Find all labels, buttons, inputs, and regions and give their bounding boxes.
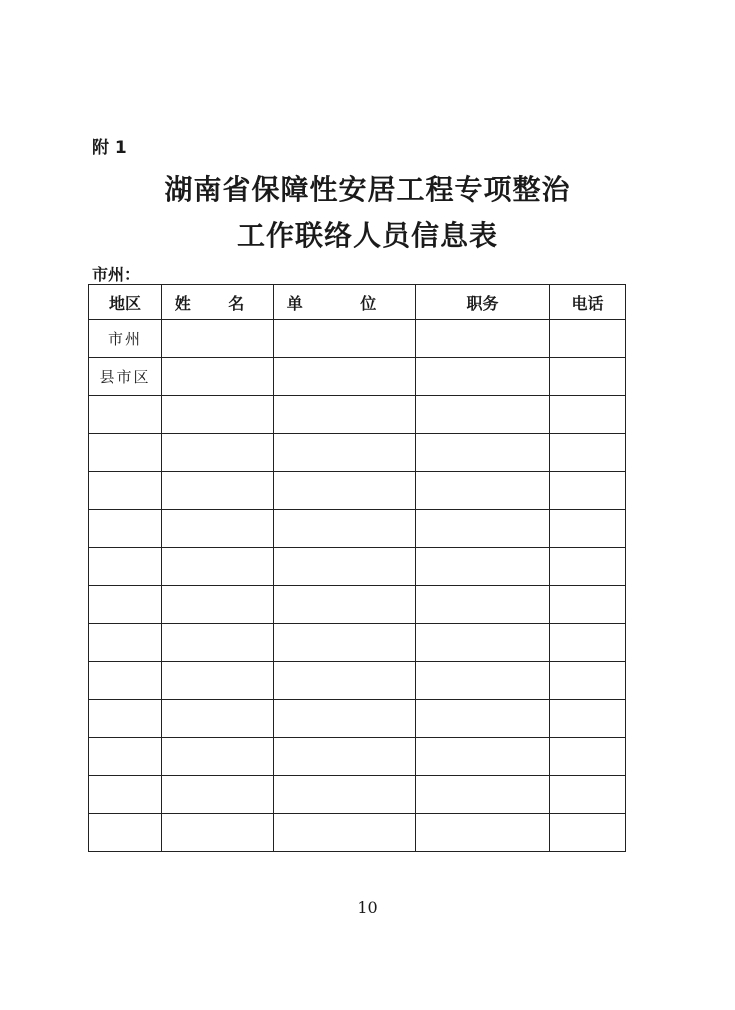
header-phone: 电话 [550,285,626,320]
cell-position[interactable] [416,738,550,776]
cell-phone[interactable] [550,814,626,852]
cell-region[interactable] [89,548,162,586]
document-title-line-2: 工作联络人员信息表 [236,219,498,252]
table-row [89,700,626,738]
cell-phone[interactable] [550,624,626,662]
cell-position[interactable] [416,776,550,814]
cell-unit[interactable] [274,472,416,510]
cell-unit[interactable] [274,624,416,662]
table-row [89,510,626,548]
cell-unit[interactable] [274,510,416,548]
table-body [89,320,626,852]
page-number: 10 [357,898,378,917]
table-row [89,814,626,852]
cell-phone[interactable] [550,320,626,358]
cell-position[interactable] [416,700,550,738]
cell-phone[interactable] [550,586,626,624]
cell-phone[interactable] [550,662,626,700]
cell-position[interactable] [416,472,550,510]
table-row [89,434,626,472]
cell-unit[interactable] [274,738,416,776]
cell-name[interactable] [162,396,274,434]
table-row [89,776,626,814]
cell-phone[interactable] [550,738,626,776]
cell-unit[interactable] [274,548,416,586]
cell-unit[interactable] [274,320,416,358]
cell-region[interactable] [89,662,162,700]
cell-position[interactable] [416,814,550,852]
cell-name[interactable] [162,700,274,738]
table-row [89,624,626,662]
cell-name[interactable] [162,776,274,814]
cell-region[interactable] [89,700,162,738]
cell-position[interactable] [416,548,550,586]
cell-region[interactable] [89,434,162,472]
cell-name[interactable] [162,358,274,396]
cell-position[interactable] [416,662,550,700]
header-name: 姓 名 [162,285,274,320]
cell-name[interactable] [162,662,274,700]
cell-name[interactable] [162,738,274,776]
table-row [89,586,626,624]
cell-position[interactable] [416,434,550,472]
cell-region[interactable] [89,814,162,852]
cell-unit[interactable] [274,776,416,814]
cell-region[interactable] [89,586,162,624]
cell-name[interactable] [162,814,274,852]
annex-label: 附 1 [92,138,127,158]
cell-name[interactable] [162,320,274,358]
cell-region[interactable] [89,776,162,814]
cell-phone[interactable] [550,700,626,738]
cell-unit[interactable] [274,662,416,700]
cell-name[interactable] [162,472,274,510]
header-unit: 单 位 [274,285,416,320]
cell-unit[interactable] [274,814,416,852]
cell-phone[interactable] [550,434,626,472]
table-row [89,358,626,396]
header-position: 职务 [416,285,550,320]
cell-region[interactable]: 县市区 [89,358,162,396]
cell-region[interactable] [89,472,162,510]
cell-unit[interactable] [274,586,416,624]
table-header-row [89,285,626,320]
cell-position[interactable] [416,510,550,548]
cell-region[interactable] [89,510,162,548]
document-title-line-1: 湖南省保障性安居工程专项整治 [164,173,571,206]
cell-name[interactable] [162,510,274,548]
cell-name[interactable] [162,548,274,586]
header-region: 地区 [89,285,162,320]
contact-info-table [88,284,626,852]
cell-region[interactable]: 市州 [89,320,162,358]
cell-phone[interactable] [550,472,626,510]
table-row [89,662,626,700]
cell-region[interactable] [89,396,162,434]
cell-position[interactable] [416,320,550,358]
cell-position[interactable] [416,586,550,624]
cell-unit[interactable] [274,700,416,738]
cell-name[interactable] [162,586,274,624]
cell-name[interactable] [162,624,274,662]
table-row [89,738,626,776]
table-row [89,320,626,358]
cell-position[interactable] [416,358,550,396]
cell-phone[interactable] [550,548,626,586]
table-row [89,472,626,510]
cell-phone[interactable] [550,358,626,396]
cell-position[interactable] [416,624,550,662]
cell-phone[interactable] [550,396,626,434]
cell-name[interactable] [162,434,274,472]
cell-phone[interactable] [550,776,626,814]
table-row [89,396,626,434]
city-label: 市州： [92,265,141,284]
cell-region[interactable] [89,738,162,776]
table-row [89,548,626,586]
cell-unit[interactable] [274,396,416,434]
cell-unit[interactable] [274,358,416,396]
cell-phone[interactable] [550,510,626,548]
cell-unit[interactable] [274,434,416,472]
cell-region[interactable] [89,624,162,662]
cell-position[interactable] [416,396,550,434]
